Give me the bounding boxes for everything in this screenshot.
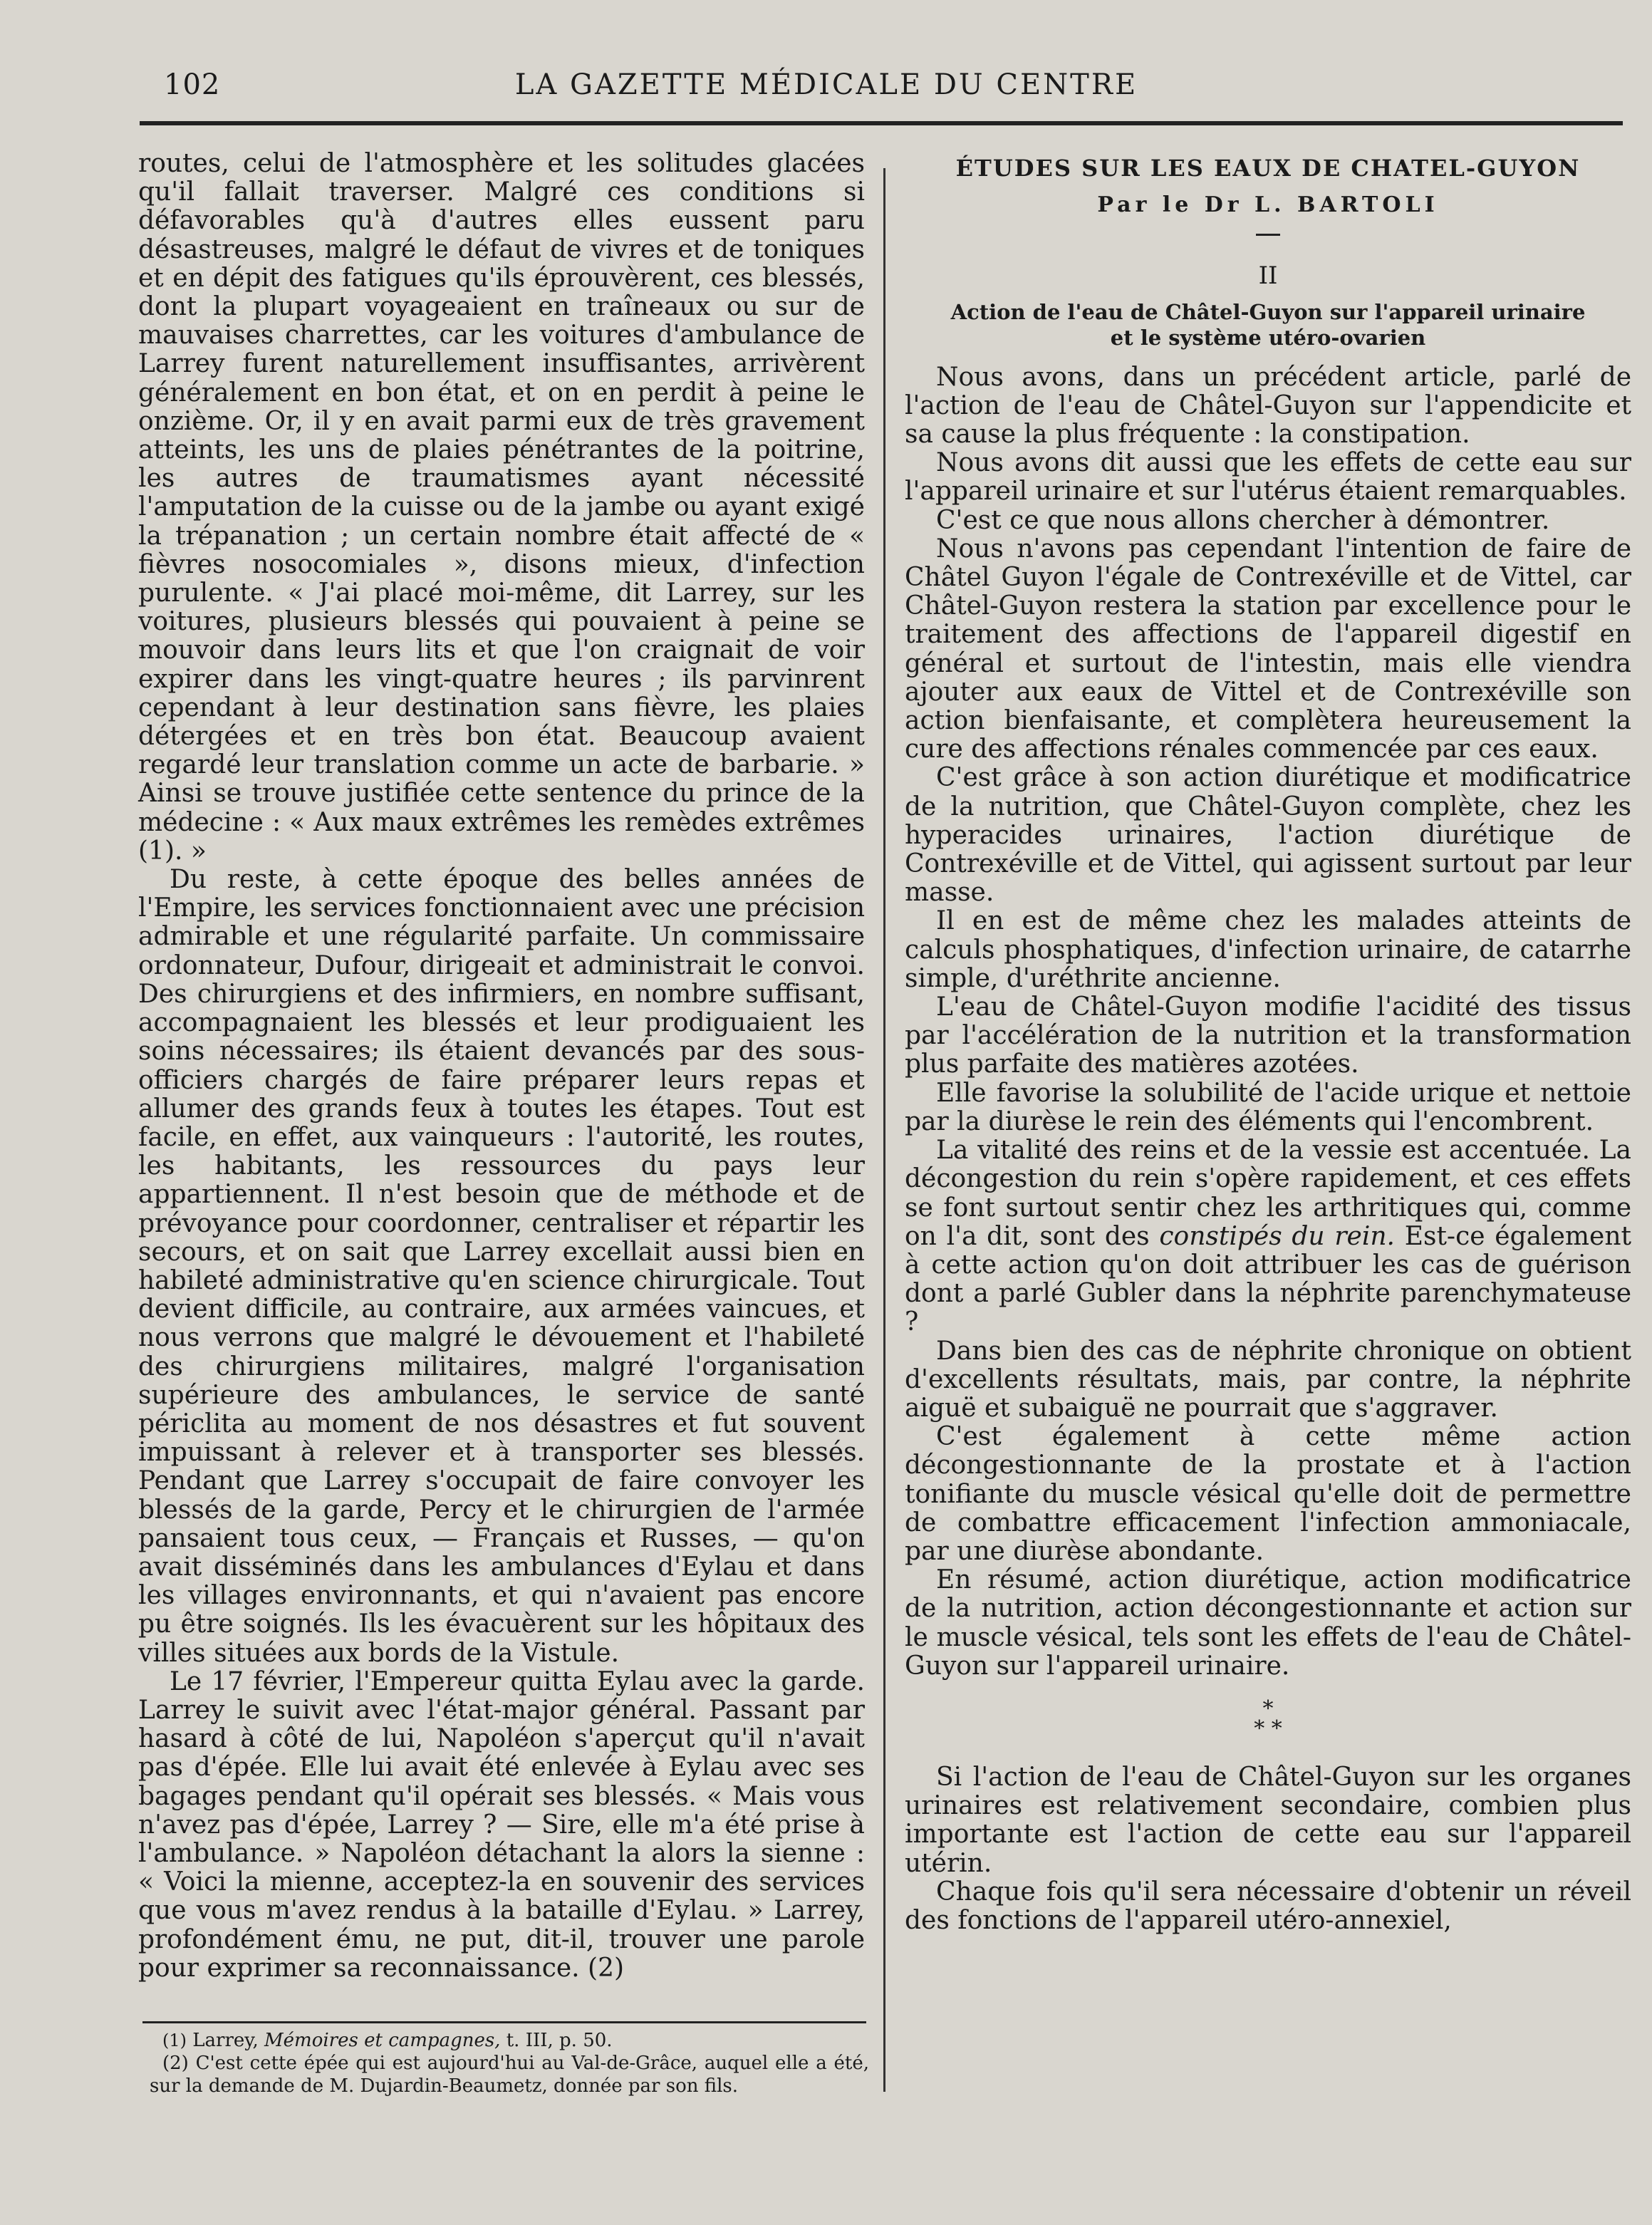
right-paragraph-7: L'eau de Châtel-Guyon modifie l'acidité des tissus par l'accélération de la nutrition et la transformation plus parfaite des matières azotées.: [905, 992, 1631, 1079]
page-number: 102: [164, 68, 221, 101]
footnote-1-work: Mémoires et campagnes,: [264, 2030, 501, 2051]
section-heading: [905, 299, 1631, 351]
footnote-rule: [142, 2021, 866, 2023]
right-paragraph-9: [905, 1136, 1631, 1337]
right-column: [905, 150, 1631, 2073]
footnote-1-author: Larrey,: [192, 2030, 259, 2051]
header-rule: [140, 121, 1623, 125]
section-heading-line-1: Action de l'eau de Châtel-Guyon sur l'appareil urinaire: [950, 299, 1586, 324]
right-paragraph-3: C'est ce que nous allons chercher à démontrer.: [936, 505, 1550, 535]
section-heading-line-2: et le système utéro-ovarien: [1110, 325, 1426, 350]
column-rule: [883, 168, 885, 2092]
left-column: [138, 150, 865, 2016]
running-title: LA GAZETTE MÉDICALE DU CENTRE: [514, 68, 1138, 101]
asterism: [905, 1696, 1631, 1741]
right-paragraph-10: Dans bien des cas de néphrite chronique on obtient d'excellents résultats, mais, par contre, la néphrite aiguë et subaiguë ne pourrait que s'aggraver.: [905, 1336, 1631, 1423]
right-paragraph-1: Nous avons, dans un précédent article, parlé de l'action de l'eau de Châtel-Guyon sur l'appendicite et sa cause la plus fréquente : la constipation.: [905, 362, 1631, 450]
footnote-1-ref: t. III, p. 50.: [506, 2030, 613, 2051]
right-paragraph-4: Nous n'avons pas cependant l'intention de faire de Châtel Guyon l'égale de Contrexéville et de Vittel, car Châtel-Guyon restera la station par excellence pour le traitement des affections de l'appareil digestif en général et surtout de l'intestin, mais elle viendra ajouter aux eaux de Vittel et de Contrexéville son action bienfaisante, et complètera heureusement la cure des affections rénales commencée par ces eaux.: [905, 534, 1631, 764]
right-paragraph-11: C'est également à cette même action décongestionnante de la prostate et à l'action tonifiante du muscle vésical qu'elle doit de permettre de combattre efficacement l'infection ammoniacale, par une diurèse abondante.: [905, 1422, 1631, 1566]
right-paragraph-2: Nous avons dit aussi que les effets de cette eau sur l'appareil urinaire et sur l'utérus étaient remarquables.: [905, 448, 1631, 507]
right-paragraph-12: En résumé, action diurétique, action modificatrice de la nutrition, action décongestionnante et action sur le muscle vésical, tels sont les effets de l'eau de Châtel-Guyon sur l'appareil urinaire.: [905, 1565, 1631, 1681]
article-byline: Par le Dr L. BARTOLI: [1097, 192, 1439, 218]
right-paragraph-8: Elle favorise la solubilité de l'acide urique et nettoie par la diurèse le rein des éléments qui l'encombrent.: [905, 1078, 1631, 1136]
section-number: II: [1258, 261, 1278, 291]
asterism-top: *: [1262, 1696, 1274, 1721]
right-paragraph-6: Il en est de même chez les malades atteints de calculs phosphatiques, d'infection urinaire, de catarrhe simple, d'uréthrite ancienne.: [905, 906, 1631, 993]
right-paragraph-9-continuation: Est-ce également à cette action qu'on doit attribuer les cas de guérison dont a parlé Gubler dans la néphrite parenchymateuse ?: [905, 1221, 1631, 1337]
title-dash: [1256, 234, 1280, 236]
asterism-bottom: * *: [1254, 1716, 1282, 1741]
footnote-2: (2) C'est cette épée qui est aujourd'hui au Val-de-Grâce, auquel elle a été, sur la demande de M. Dujardin-Beaumetz, donnée par son fils.: [150, 2053, 869, 2097]
article-title: ÉTUDES SUR LES EAUX DE CHATEL-GUYON: [955, 155, 1581, 182]
footnote-1: [150, 2029, 869, 2052]
right-paragraph-14: Chaque fois qu'il sera nécessaire d'obtenir un réveil des fonctions de l'appareil utéro-annexiel,: [905, 1877, 1631, 1935]
footnotes: [150, 2029, 869, 2097]
left-paragraph-1: routes, celui de l'atmosphère et les solitudes glacées qu'il fallait traverser. Malgré ces conditions si défavorables qu'à d'autres elles eussent paru désastreuses, malgré le défaut de vivres et de toniques et en dépit des fatigues qu'ils éprouvèrent, ces blessés, dont la plupart voyageaient en traîneaux ou sur de mauvaises charrettes, car les voitures d'ambulance de Larrey furent naturellement insuffisantes, arrivèrent généralement en bon état, et on en perdit à peine le onzième. Or, il y en avait parmi eux de très gravement atteints, les uns de plaies pénétrantes de la poitrine, les autres de traumatismes ayant nécessité l'amputation de la cuisse ou de la jambe ou ayant exigé la trépanation ; un certain nombre était affecté de « fièvres nosocomiales », disons mieux, d'infection purulente. « J'ai placé moi-même, dit Larrey, sur les voitures, plusieurs blessés qui pouvaient à peine se mouvoir dans leurs lits et que l'on craignait de voir expirer dans les vingt-quatre heures ; ils parvinrent cependant à leur destination sans fièvre, les plaies détergées et en très bon état. Beaucoup avaient regardé leur translation comme un acte de barbarie. » Ainsi se trouve justifiée cette sentence du prince de la médecine : « Aux maux extrêmes les remèdes extrêmes (1). »: [138, 149, 865, 866]
italic-phrase: constipés du rein.: [1159, 1221, 1395, 1251]
footnote-1-mark: (1): [162, 2030, 187, 2050]
page-header: [164, 68, 1489, 118]
left-paragraph-2: Du reste, à cette époque des belles années de l'Empire, les services fonctionnaient avec une précision admirable et une régularité parfaite. Un commissaire ordonnateur, Dufour, dirigeait et administrait le convoi. Des chirurgiens et des infirmiers, en nombre suffisant, accompagnaient les blessés et leur prodiguaient les soins nécessaires; ils étaient devancés par des sous-officiers chargés de faire préparer leurs repas et allumer des grands feux à toutes les étapes. Tout est facile, en effet, aux vainqueurs : l'autorité, les routes, les habitants, les ressources du pays leur appartiennent. Il n'est besoin que de méthode et de prévoyance pour coordonner, centraliser et répartir les secours, et on sait que Larrey excellait aussi bien en habileté administrative qu'en science chirurgicale. Tout devient difficile, au contraire, aux armées vaincues, et nous verrons que malgré le dévouement et l'habileté des chirurgiens militaires, malgré l'organisation supérieure des ambulances, le service de santé périclita au moment de nos désastres et fut souvent impuissant à relever et à transporter ses blessés. Pendant que Larrey s'occupait de faire convoyer les blessés de la garde, Percy et le chirurgien de l'armée pansaient tous ceux, — Français et Russes, — qu'on avait disséminés dans les ambulances d'Eylau et dans les villages environnants, et qui n'avaient pas encore pu être soignés. Ils les évacuèrent sur les hôpitaux des villes situées aux bords de la Vistule.: [138, 865, 865, 1668]
right-paragraph-13: Si l'action de l'eau de Châtel-Guyon sur les organes urinaires est relativement secondaire, combien plus importante est l'action de cette eau sur l'appareil utérin.: [905, 1762, 1631, 1878]
right-paragraph-9-text: La vitalité des reins et de la vessie est accentuée. La décongestion du rein s'opère rapidement, et ces effets se font surtout sentir chez les arthritiques qui, comme on l'a dit, sont des: [905, 1136, 1631, 1251]
left-paragraph-3: Le 17 février, l'Empereur quitta Eylau avec la garde. Larrey le suivit avec l'état-major général. Passant par hasard à côté de lui, Napoléon s'aperçut qu'il n'avait pas d'épée. Elle lui avait été enlevée à Eylau avec ses bagages pendant qu'il opérait ses blessés. « Mais vous n'avez pas d'épée, Larrey ? — Sire, elle m'a été prise à l'ambulance. » Napoléon détachant la alors la sienne : « Voici la mienne, acceptez-la en souvenir des services que vous m'avez rendus à la bataille d'Eylau. » Larrey, profondément ému, ne put, dit-il, trouver une parole pour exprimer sa reconnaissance. (2): [138, 1666, 865, 1983]
right-paragraph-5: C'est grâce à son action diurétique et modificatrice de la nutrition, que Châtel-Guyon complète, chez les hyperacides urinaires, l'action diurétique de Contrexéville et de Vittel, qui agissent surtout par leur masse.: [905, 763, 1631, 908]
